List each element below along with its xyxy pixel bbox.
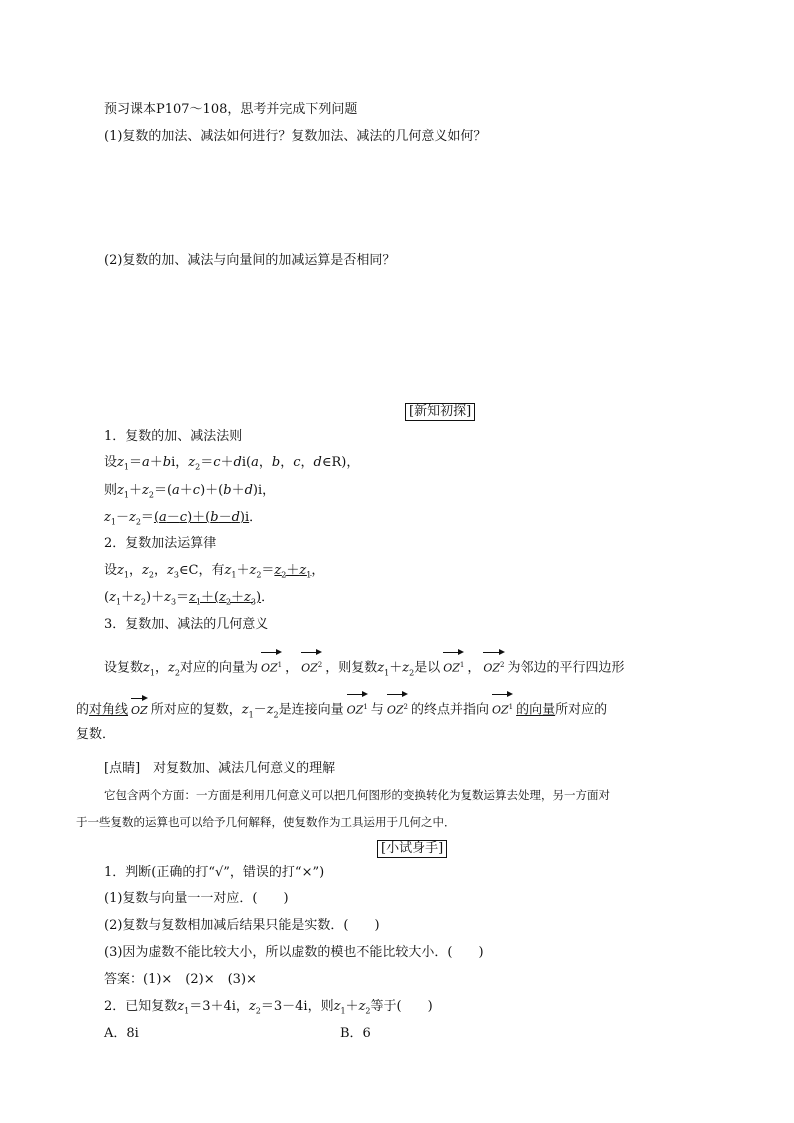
geometric-meaning-line-1: 设复数$z_1$，$z_2$对应的向量为 $OZ^1$ ， $OZ^2$ ，则复数$z_1+z_2$是以 $OZ^1$ ， $OZ^2$ 为邻边的平行四边形 — [104, 648, 625, 682]
heading-addition-laws: 2．复数加法运算律 — [104, 536, 217, 551]
tip-body-line-1: 它包含两个方面：一方面是利用几何意义可以把几何图形的变换转化为复数运算去处理，另一方面对 — [104, 788, 610, 802]
exercise-1-stem: 1．判断(正确的打“√”，错误的打“×”) — [104, 865, 325, 880]
preview-question-1: (1)复数的加法、减法如何进行？复数加法、减法的几何意义如何？ — [104, 129, 487, 144]
law-associative: $(z_1+z_2)+z_3=z_1+(z_2+z_3)$． — [104, 590, 275, 607]
section-header-exercise: [小试身手] — [377, 840, 447, 858]
exercise-2-stem: 2．已知复数$z_1=3+4i$，$z_2=3-4i$，则$z_1+z_2$等于( ) — [104, 999, 433, 1016]
tip-heading — [104, 760, 335, 778]
geometric-meaning-line-3: 复数． — [76, 727, 116, 742]
exercise-2-option-b: B．6 — [340, 1026, 371, 1041]
tip-label: [点睛] — [104, 761, 141, 776]
preview-question-2: (2)复数的加、减法与向量间的加减运算是否相同？ — [104, 253, 396, 268]
rule-sum: 则$z_1+z_2=(a+c)+(b+d)i$， — [104, 483, 276, 500]
heading-addition-subtraction-rules: 1．复数的加、减法法则 — [104, 429, 243, 444]
rule-definition: 设$z_1=a+bi$，$z_2=c+di(a$，b，c，d∈R)， — [104, 455, 360, 472]
tip-title: 对复数加、减法几何意义的理解 — [153, 761, 336, 776]
section-header-new-knowledge: [新知初探] — [405, 403, 475, 421]
exercise-1-item-2: (2)复数与复数相加减后结果只能是实数．( ) — [104, 918, 380, 933]
law-commutative: 设$z_1$，$z_2$，$z_3\in C$，有$z_1+z_2=z_2+z_1$， — [104, 563, 325, 580]
exercise-2-option-a: A．8i — [104, 1026, 139, 1041]
heading-geometric-meaning: 3．复数加、减法的几何意义 — [104, 617, 269, 632]
geometric-meaning-line-2: 的对角线 OZ 所对应的复数，$z_1-z_2$是连接向量 $OZ^1$ 与 $OZ^2$ 的终点并指向 $OZ^1$ 的向量所对应的 — [76, 690, 607, 724]
rule-difference: $z_1-z_2=(a-c)+(b-d)i$． — [104, 510, 263, 527]
exercise-1-item-3: (3)因为虚数不能比较大小，所以虚数的模也不能比较大小．( ) — [104, 945, 484, 960]
exercise-1-item-1: (1)复数与向量一一对应．( ) — [104, 891, 289, 906]
tip-body-line-2: 于一些复数的运算也可以给予几何解释，使复数作为工具运用于几何之中． — [76, 815, 456, 829]
exercise-1-answer: 答案：(1)× (2)× (3)× — [104, 972, 257, 987]
preview-intro: 预习课本P107～108，思考并完成下列问题 — [104, 102, 358, 117]
